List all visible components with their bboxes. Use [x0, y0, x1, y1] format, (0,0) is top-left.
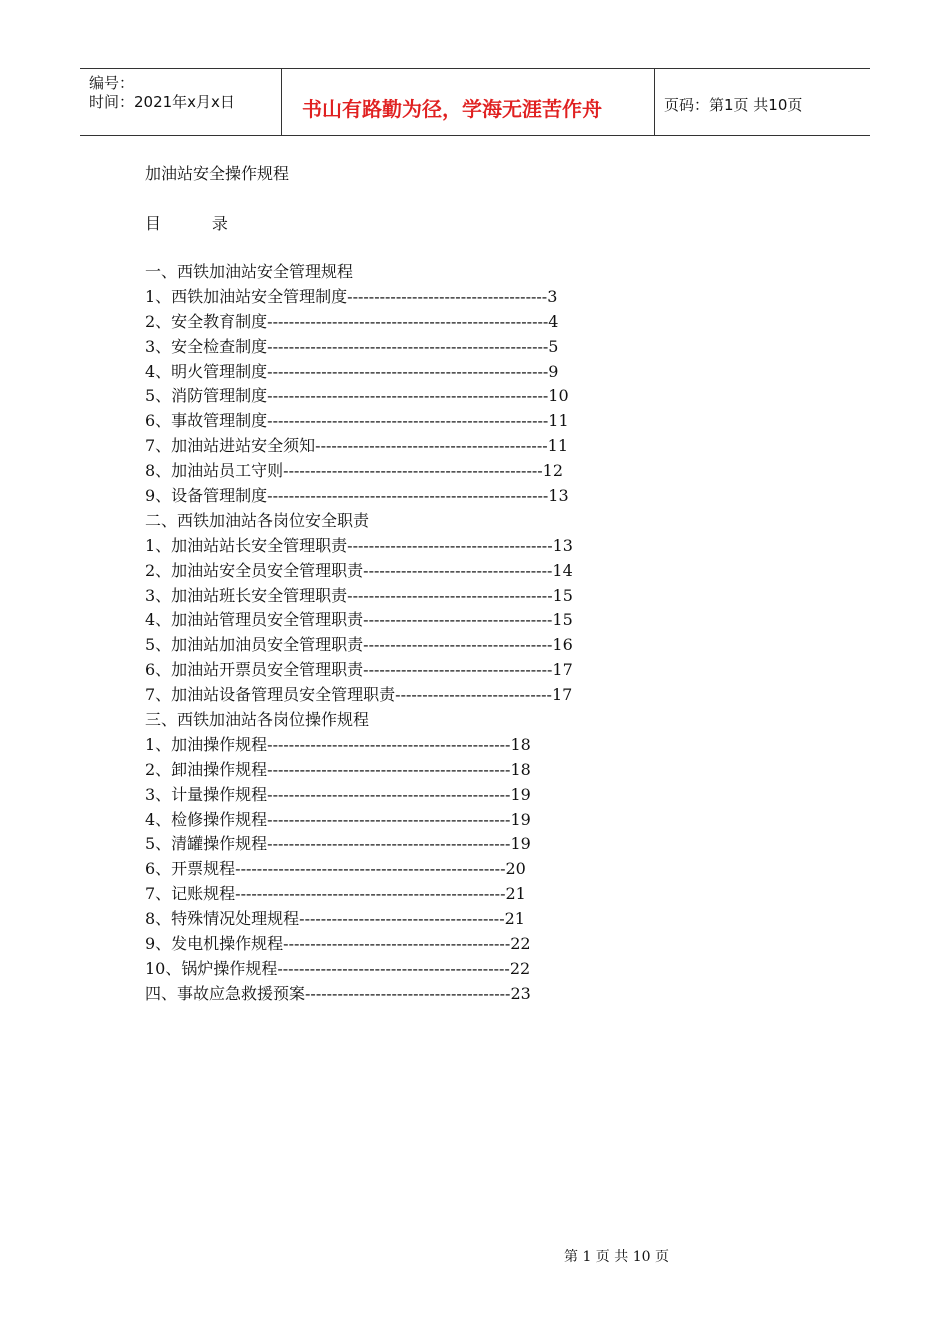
header-motto-cell [282, 69, 655, 135]
toc-item[interactable]: 6、开票规程--------------------------------------------------20 [145, 859, 526, 879]
toc-section-1[interactable]: 一、西铁加油站安全管理规程 [145, 262, 354, 281]
toc-section-3[interactable]: 三、西铁加油站各岗位操作规程 [145, 710, 370, 730]
page-footer: 第 1 页 共 10 页 [564, 1249, 669, 1265]
toc-item[interactable]: 1、西铁加油站安全管理制度-------------------------------------3 [145, 286, 558, 306]
toc-item[interactable]: 9、设备管理制度----------------------------------------------------13 [145, 486, 569, 506]
toc-item[interactable]: 7、记账规程--------------------------------------------------21 [145, 884, 526, 904]
toc-section-4[interactable]: 四、事故应急救援预案--------------------------------------23 [145, 983, 531, 1003]
document-date-label: 时间：2021年x月x日 [89, 93, 235, 111]
toc-item[interactable]: 4、检修操作规程---------------------------------------------19 [145, 809, 531, 829]
page-header [80, 68, 870, 136]
header-page-cell [655, 69, 870, 135]
toc-item[interactable]: 2、卸油操作规程---------------------------------------------18 [145, 759, 531, 779]
toc-item[interactable]: 4、加油站管理员安全管理职责-----------------------------------15 [145, 610, 573, 630]
toc-item[interactable]: 10、锅炉操作规程-------------------------------------------22 [145, 958, 531, 978]
toc-item[interactable]: 9、发电机操作规程------------------------------------------22 [145, 934, 531, 954]
toc-heading: 目 录 [145, 214, 228, 233]
toc-item[interactable]: 6、加油站开票员安全管理职责-----------------------------------17 [145, 660, 573, 680]
toc-item[interactable]: 2、安全教育制度----------------------------------------------------4 [145, 311, 559, 331]
toc-item[interactable]: 7、加油站设备管理员安全管理职责-----------------------------17 [145, 685, 573, 705]
toc-item[interactable]: 8、加油站员工守则------------------------------------------------12 [145, 461, 564, 481]
table-of-contents [145, 260, 573, 1007]
toc-item[interactable]: 5、清罐操作规程---------------------------------------------19 [145, 834, 531, 854]
toc-section-2[interactable]: 二、西铁加油站各岗位安全职责 [145, 510, 370, 530]
toc-item[interactable]: 5、加油站加油员安全管理职责-----------------------------------16 [145, 635, 573, 655]
document-number-label: 编号： [89, 74, 135, 92]
toc-item[interactable]: 3、加油站班长安全管理职责--------------------------------------15 [145, 585, 573, 605]
toc-item[interactable]: 5、消防管理制度----------------------------------------------------10 [145, 386, 569, 406]
toc-item[interactable]: 1、加油站站长安全管理职责--------------------------------------13 [145, 535, 573, 555]
header-page-info: 页码：第1页 共10页 [664, 96, 803, 114]
toc-item[interactable]: 2、加油站安全员安全管理职责-----------------------------------14 [145, 560, 573, 580]
header-motto: 书山有路勤为径，学海无涯苦作舟 [302, 97, 602, 121]
toc-item[interactable]: 8、特殊情况处理规程--------------------------------------21 [145, 909, 525, 929]
toc-item[interactable]: 3、安全检查制度----------------------------------------------------5 [145, 336, 559, 356]
document-title: 加油站安全操作规程 [145, 164, 290, 183]
toc-item[interactable]: 6、事故管理制度----------------------------------------------------11 [145, 411, 569, 431]
toc-item[interactable]: 7、加油站进站安全须知-------------------------------------------11 [145, 436, 569, 456]
header-meta-cell [80, 69, 282, 135]
toc-item[interactable]: 3、计量操作规程---------------------------------------------19 [145, 784, 531, 804]
toc-item[interactable]: 4、明火管理制度----------------------------------------------------9 [145, 361, 559, 381]
toc-item[interactable]: 1、加油操作规程---------------------------------------------18 [145, 734, 531, 754]
